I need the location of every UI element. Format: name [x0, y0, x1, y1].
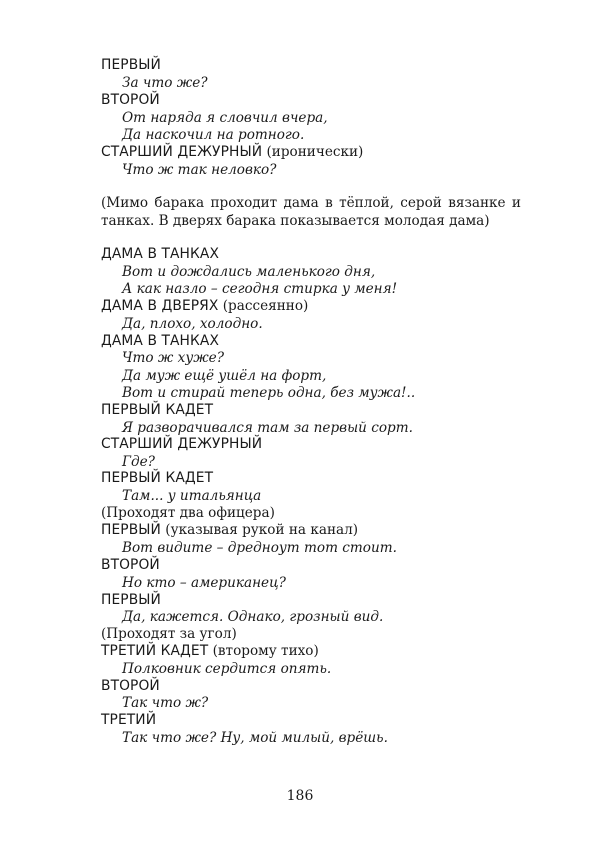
- verse-line: Там... у итальянца: [122, 488, 262, 504]
- stage-direction: (Проходят два офицера): [101, 505, 275, 521]
- verse-line: Да, плохо, холодно.: [122, 316, 263, 332]
- verse-line: Вот видите – дредноут тот стоит.: [122, 540, 397, 556]
- speaker-name: ТРЕТИЙ КАДЕТ: [101, 643, 209, 659]
- speaker-line: [101, 592, 161, 609]
- verse-line: Я разворачивался там за первый сорт.: [122, 420, 413, 436]
- speaker-name: ВТОРОЙ: [101, 92, 160, 108]
- verse-line: Где?: [122, 454, 155, 470]
- speaker-name: ПЕРВЫЙ КАДЕТ: [101, 470, 214, 486]
- verse-line: Вот и стирай теперь одна, без мужа!..: [122, 385, 416, 401]
- speaker-line: [101, 643, 319, 660]
- verse-line: А как назло – сегодня стирка у меня!: [122, 281, 398, 297]
- verse-line: Так что ж?: [122, 695, 209, 711]
- speaker-name: ТРЕТИЙ: [101, 712, 157, 728]
- verse-line: Да муж ещё ушёл на форт,: [122, 368, 327, 384]
- speaker-name: ПЕРВЫЙ КАДЕТ: [101, 402, 214, 418]
- speaker-line: [101, 557, 160, 574]
- speaker-name: СТАРШИЙ ДЕЖУРНЫЙ: [101, 144, 263, 160]
- speaker-name: ДАМА В ТАНКАХ: [101, 333, 220, 349]
- stage-direction: (Проходят за угол): [101, 626, 237, 642]
- verse-line: Что ж хуже?: [122, 350, 225, 366]
- verse-line: Вот и дождались маленького дня,: [122, 264, 376, 280]
- speaker-name: ДАМА В ТАНКАХ: [101, 246, 220, 262]
- stage-remark: (указывая рукой на канал): [160, 522, 359, 538]
- speaker-line: [101, 246, 219, 263]
- stage-remark: (рассеянно): [218, 298, 309, 314]
- verse-line: От наряда я словчил вчера,: [122, 110, 328, 126]
- speaker-line: [101, 470, 213, 487]
- speaker-line: [101, 678, 160, 695]
- speaker-line: [101, 57, 161, 74]
- speaker-line: [101, 436, 262, 453]
- verse-line: Да наскочил на ротного.: [122, 127, 305, 143]
- speaker-line: [101, 298, 308, 315]
- speaker-line: [101, 92, 160, 109]
- verse-line: Да, кажется. Однако, грозный вид.: [122, 609, 384, 625]
- speaker-name: ПЕРВЫЙ: [101, 522, 161, 538]
- speaker-name: ПЕРВЫЙ: [101, 592, 161, 608]
- stage-remark: (иронически): [262, 144, 364, 160]
- speaker-name: ДАМА В ДВЕРЯХ: [101, 298, 219, 314]
- speaker-line: [101, 522, 358, 539]
- speaker-line: [101, 402, 213, 419]
- stage-direction: (Мимо барака проходит дама в тёплой, серой вязанке и танках. В дверях барака показывается молодая дама): [101, 195, 521, 229]
- stage-remark: (второму тихо): [208, 643, 319, 659]
- speaker-name: ВТОРОЙ: [101, 678, 160, 694]
- speaker-name: СТАРШИЙ ДЕЖУРНЫЙ: [101, 436, 263, 452]
- speaker-line: [101, 144, 363, 161]
- verse-line: Что ж так неловко?: [122, 162, 277, 178]
- verse-line: Но кто – американец?: [122, 575, 286, 591]
- verse-line: Полковник сердится опять.: [122, 661, 332, 677]
- speaker-name: ПЕРВЫЙ: [101, 57, 161, 73]
- speaker-line: [101, 333, 219, 350]
- verse-line: Так что же? Ну, мой милый, врёшь.: [122, 730, 388, 746]
- speaker-line: [101, 712, 156, 729]
- speaker-name: ВТОРОЙ: [101, 557, 160, 573]
- page-number: 186: [286, 788, 314, 804]
- verse-line: За что же?: [122, 75, 208, 91]
